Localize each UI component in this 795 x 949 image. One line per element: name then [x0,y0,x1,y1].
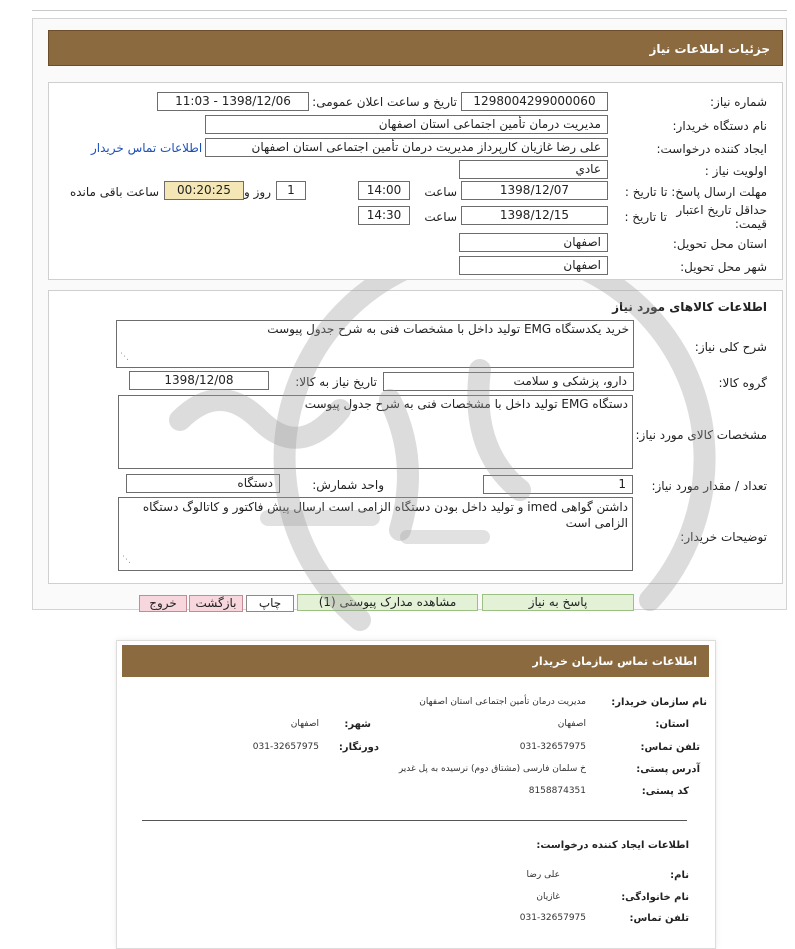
contact-divider [142,820,687,821]
exit-button[interactable]: خروج [139,595,187,612]
creator-phone-label: تلفن تماس: [629,913,689,924]
remaining-label: ساعت باقی مانده [69,185,159,199]
days-label: روز و [244,185,271,199]
contact-phone-value: 031-32657975 [519,742,586,752]
reply-time-field: 14:00 [358,181,410,200]
creator-name-label: نام: [670,870,689,881]
contact-card-title: اطلاعات تماس سازمان خریدار [122,645,709,677]
need-number-label: شماره نیاز: [710,95,767,109]
qty-field: 1 [483,475,633,494]
notes-label: توضیحات خریدار: [680,530,767,544]
creator-label: ایجاد کننده درخواست: [656,142,767,156]
need-date-label: تاریخ نیاز به کالا: [295,375,377,389]
top-divider [32,10,787,11]
contact-fax-value: 031-32657975 [252,742,319,752]
group-label: گروه کالا: [718,376,767,390]
resize-grip-icon[interactable]: ⋰ [120,352,129,362]
spec-text: دستگاه EMG تولید داخل با مشخصات فنی به شرح جدول پیوست [304,397,628,411]
validity-time-label: ساعت [424,210,457,224]
notes-text: داشتن گواهی imed و تولید داخل بودن دستگاه الزامی است ارسال پیش فاکتور و کاتالوگ دستگاه الزامی است [142,500,628,530]
need-number-field: 1298004299000060 [461,92,608,111]
creator-section-title: اطلاعات ایجاد کننده درخواست: [536,840,689,851]
contact-info-link[interactable]: اطلاعات تماس خریدار [91,141,203,155]
view-docs-button[interactable]: مشاهده مدارک پیوستی (1) [297,594,478,611]
group-field: دارو، پزشکی و سلامت [383,372,634,391]
spec-label: مشخصات کالای مورد نیاز: [635,428,767,442]
contact-postal-label: کد پستی: [641,786,689,797]
buyer-org-label: نام دستگاه خریدار: [672,119,767,133]
province-field: اصفهان [459,233,608,252]
contact-phone-label: تلفن تماس: [640,742,700,753]
contact-address-label: آدرس پستی: [636,764,700,775]
unit-field: دستگاه [126,474,280,493]
qty-label: تعداد / مقدار مورد نیاز: [651,479,767,493]
contact-city-value: اصفهان [290,719,319,729]
back-button[interactable]: بازگشت [189,595,243,612]
priority-field: عادي [459,160,608,179]
validity-time-field: 14:30 [358,206,410,225]
reply-time-label: ساعت [424,185,457,199]
contact-province-value: اصفهان [557,719,586,729]
goods-section-title: اطلاعات کالاهای مورد نیاز [612,300,767,314]
contact-org-value: مدیریت درمان تأمین اجتماعی استان اصفهان [419,697,586,707]
creator-field: علی رضا غازیان کارپرداز مدیریت درمان تأمین اجتماعی استان اصفهان [205,138,608,157]
validity-date-field: 1398/12/15 [461,206,608,225]
remaining-time-field: 00:20:25 [164,181,244,200]
contact-postal-value: 8158874351 [528,786,586,796]
contact-city-label: شهر: [344,719,371,730]
creator-family-label: نام خانوادگی: [621,892,689,903]
unit-label: واحد شمارش: [312,478,384,492]
city-field: اصفهان [459,256,608,275]
need-date-field: 1398/12/08 [129,371,269,390]
city-label: شهر محل تحویل: [680,260,767,274]
contact-province-label: استان: [655,719,689,730]
days-field: 1 [276,181,306,200]
spec-field [118,395,633,469]
page-title: جزئیات اطلاعات نیاز [48,30,783,66]
announce-label: تاریخ و ساعت اعلان عمومی: [312,95,457,109]
reply-deadline-label: مهلت ارسال پاسخ: تا تاریخ : [624,185,767,199]
resize-grip-icon[interactable]: ⋰ [122,555,131,565]
reply-button[interactable]: پاسخ به نیاز [482,594,634,611]
creator-phone-value: 031-32657975 [519,913,586,923]
creator-name-value: علی رضا [526,870,560,880]
buyer-org-field: مدیریت درمان تأمین اجتماعی استان اصفهان [205,115,608,134]
print-button[interactable]: چاپ [246,595,294,612]
province-label: استان محل تحویل: [672,237,767,251]
creator-family-value: غازیان [536,892,560,902]
summary-text: خرید یکدستگاه EMG تولید داخل با مشخصات فنی به شرح جدول پیوست [267,322,629,336]
reply-date-field: 1398/12/07 [461,181,608,200]
notes-field [118,497,633,571]
validity-to-label: تا تاریخ : [624,210,667,224]
summary-label: شرح کلی نیاز: [694,340,767,354]
announce-field: 1398/12/06 - 11:03 [157,92,309,111]
summary-field [116,320,634,368]
priority-label: اولویت نیاز : [704,164,767,178]
validity-label: حداقل تاریخ اعتبار قیمت: [676,203,767,231]
contact-address-value: خ سلمان فارسی (مشتاق دوم) نرسیده به پل غدیر [398,764,586,774]
contact-fax-label: دورنگار: [338,742,379,753]
contact-org-label: نام سازمان خریدار: [611,697,707,708]
